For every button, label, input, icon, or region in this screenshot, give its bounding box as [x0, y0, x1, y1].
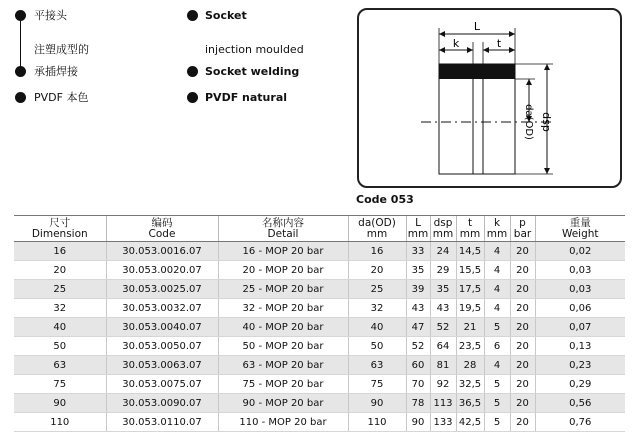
header-line-2: Code	[148, 227, 176, 240]
header-line-1: dsp	[433, 216, 453, 229]
table-cell: 35	[406, 261, 430, 280]
table-cell: 0,07	[535, 318, 625, 337]
table-cell: 92	[430, 375, 456, 394]
table-row	[14, 242, 625, 261]
bullet-icon	[187, 92, 198, 103]
bullet-icon	[187, 10, 198, 21]
table-cell: 0,76	[535, 413, 625, 432]
table-cell: 4	[484, 280, 510, 299]
table-cell: 4	[484, 261, 510, 280]
table-cell: 64	[430, 337, 456, 356]
bullet-icon	[15, 92, 26, 103]
column-header	[218, 216, 348, 242]
table-cell: 30.053.0075.07	[106, 375, 218, 394]
table-cell: 0,03	[535, 280, 625, 299]
table-cell: 5	[484, 413, 510, 432]
header-line-1: 编码	[151, 216, 173, 229]
table-cell: 0,06	[535, 299, 625, 318]
table-cell: 5	[484, 318, 510, 337]
feature-right-2a: injection moulded	[205, 43, 304, 56]
table-cell: 50	[14, 337, 106, 356]
table-cell: 0,56	[535, 394, 625, 413]
table-cell: 30.053.0063.07	[106, 356, 218, 375]
table-cell: 14,5	[456, 242, 484, 261]
table-cell: 20	[510, 242, 535, 261]
header-line-1: 名称内容	[262, 216, 304, 229]
table-row	[14, 337, 625, 356]
table-cell: 20	[510, 394, 535, 413]
table-row	[14, 375, 625, 394]
header-line-2: mm	[486, 227, 508, 240]
table-cell: 110	[348, 413, 406, 432]
table-cell: 40	[14, 318, 106, 337]
table-cell: 52	[430, 318, 456, 337]
table-cell: 30.053.0110.07	[106, 413, 218, 432]
table-cell: 50	[348, 337, 406, 356]
table-cell: 24	[430, 242, 456, 261]
label-dsp: dsp	[540, 112, 553, 132]
table-cell: 30.053.0040.07	[106, 318, 218, 337]
header-line-2: Dimension	[31, 227, 88, 240]
column-header	[430, 216, 456, 242]
technical-drawing	[357, 8, 622, 188]
column-header	[510, 216, 535, 242]
header-line-1: 重量	[569, 216, 591, 229]
table-cell: 113	[430, 394, 456, 413]
table-cell: 0,03	[535, 261, 625, 280]
table-cell: 50 - MOP 20 bar	[218, 337, 348, 356]
table-row	[14, 280, 625, 299]
table-cell: 40 - MOP 20 bar	[218, 318, 348, 337]
column-header	[106, 216, 218, 242]
spec-table	[14, 215, 625, 432]
table-cell: 20	[14, 261, 106, 280]
table-cell: 4	[484, 242, 510, 261]
table-cell: 30.053.0032.07	[106, 299, 218, 318]
table-row	[14, 318, 625, 337]
table-cell: 81	[430, 356, 456, 375]
table-cell: 63	[14, 356, 106, 375]
socket-drawing	[359, 10, 620, 186]
table-cell: 90 - MOP 20 bar	[218, 394, 348, 413]
feature-left-3: PVDF 本色	[34, 91, 89, 104]
header-line-2: bar	[513, 227, 532, 240]
table-cell: 75	[14, 375, 106, 394]
header-line-2: mm	[459, 227, 481, 240]
feature-right-2b: Socket welding	[205, 65, 300, 78]
table-cell: 70	[406, 375, 430, 394]
label-k: k	[452, 37, 460, 50]
table-cell: 110	[14, 413, 106, 432]
table-cell: 20	[510, 375, 535, 394]
table-cell: 47	[406, 318, 430, 337]
table-cell: 16	[348, 242, 406, 261]
column-header	[406, 216, 430, 242]
table-cell: 25	[14, 280, 106, 299]
column-header	[348, 216, 406, 242]
table-row	[14, 356, 625, 375]
table-cell: 32	[14, 299, 106, 318]
header-line-1: p	[519, 216, 526, 229]
table-cell: 110 - MOP 20 bar	[218, 413, 348, 432]
table-cell: 90	[14, 394, 106, 413]
table-cell: 6	[484, 337, 510, 356]
table-cell: 23,5	[456, 337, 484, 356]
table-cell: 30.053.0050.07	[106, 337, 218, 356]
header-line-1: 尺寸	[49, 216, 71, 229]
label-L: L	[473, 20, 481, 33]
table-cell: 20	[510, 280, 535, 299]
table-cell: 19,5	[456, 299, 484, 318]
feature-left-2a: 注塑成型的	[34, 43, 89, 56]
table-cell: 43	[406, 299, 430, 318]
header-line-2: mm	[407, 227, 429, 240]
table-row	[14, 299, 625, 318]
bullet-icon	[15, 66, 26, 77]
table-cell: 4	[484, 356, 510, 375]
connector-line	[20, 21, 21, 68]
table-cell: 39	[406, 280, 430, 299]
table-cell: 43	[430, 299, 456, 318]
header-line-2: mm	[432, 227, 454, 240]
header-line-1: t	[467, 216, 473, 229]
label-da: da(OD)	[523, 104, 534, 140]
feature-right-1: Socket	[205, 9, 247, 22]
table-cell: 16	[14, 242, 106, 261]
table-cell: 5	[484, 394, 510, 413]
table-cell: 78	[406, 394, 430, 413]
bullet-icon	[187, 66, 198, 77]
table-cell: 90	[348, 394, 406, 413]
table-cell: 30.053.0025.07	[106, 280, 218, 299]
table-cell: 52	[406, 337, 430, 356]
header-line-2: mm	[366, 227, 388, 240]
table-cell: 60	[406, 356, 430, 375]
table-cell: 20	[510, 299, 535, 318]
table-cell: 0,02	[535, 242, 625, 261]
table-cell: 20 - MOP 20 bar	[218, 261, 348, 280]
table-row	[14, 394, 625, 413]
table-cell: 20	[510, 413, 535, 432]
table-cell: 63	[348, 356, 406, 375]
bullet-icon	[15, 10, 26, 21]
header-line-2: Detail	[267, 227, 299, 240]
table-cell: 42,5	[456, 413, 484, 432]
table-cell: 63 - MOP 20 bar	[218, 356, 348, 375]
table-cell: 17,5	[456, 280, 484, 299]
table-cell: 20	[510, 337, 535, 356]
header-line-1: L	[415, 216, 421, 229]
table-cell: 16 - MOP 20 bar	[218, 242, 348, 261]
table-cell: 30.053.0020.07	[106, 261, 218, 280]
table-cell: 25 - MOP 20 bar	[218, 280, 348, 299]
table-cell: 20	[348, 261, 406, 280]
drawing-code: Code 053	[356, 193, 414, 206]
header-line-1: k	[493, 216, 501, 229]
table-cell: 32,5	[456, 375, 484, 394]
feature-right-3: PVDF natural	[205, 91, 288, 104]
table-cell: 36,5	[456, 394, 484, 413]
table-cell: 33	[406, 242, 430, 261]
table-cell: 30.053.0016.07	[106, 242, 218, 261]
table-cell: 15,5	[456, 261, 484, 280]
header-line-2: Weight	[561, 227, 599, 240]
table-cell: 20	[510, 356, 535, 375]
table-cell: 21	[456, 318, 484, 337]
table-cell: 40	[348, 318, 406, 337]
table-cell: 32	[348, 299, 406, 318]
table-cell: 0,23	[535, 356, 625, 375]
label-t: t	[496, 37, 502, 50]
column-header	[14, 216, 106, 242]
feature-left-1: 平接头	[34, 9, 67, 22]
table-cell: 0,29	[535, 375, 625, 394]
table-cell: 20	[510, 261, 535, 280]
table-cell: 4	[484, 299, 510, 318]
table-cell: 29	[430, 261, 456, 280]
column-header	[484, 216, 510, 242]
table-cell: 32 - MOP 20 bar	[218, 299, 348, 318]
table-cell: 5	[484, 375, 510, 394]
table-cell: 75 - MOP 20 bar	[218, 375, 348, 394]
table-cell: 35	[430, 280, 456, 299]
table-row	[14, 413, 625, 432]
table-cell: 28	[456, 356, 484, 375]
table-header	[14, 216, 625, 242]
column-header	[535, 216, 625, 242]
feature-left-2b: 承插焊接	[34, 65, 78, 78]
column-header	[456, 216, 484, 242]
table-cell: 0,13	[535, 337, 625, 356]
header-line-1: da(OD)	[358, 216, 396, 229]
table-row	[14, 261, 625, 280]
table-cell: 25	[348, 280, 406, 299]
table-cell: 20	[510, 318, 535, 337]
table-cell: 90	[406, 413, 430, 432]
table-cell: 133	[430, 413, 456, 432]
table-cell: 75	[348, 375, 406, 394]
table-cell: 30.053.0090.07	[106, 394, 218, 413]
